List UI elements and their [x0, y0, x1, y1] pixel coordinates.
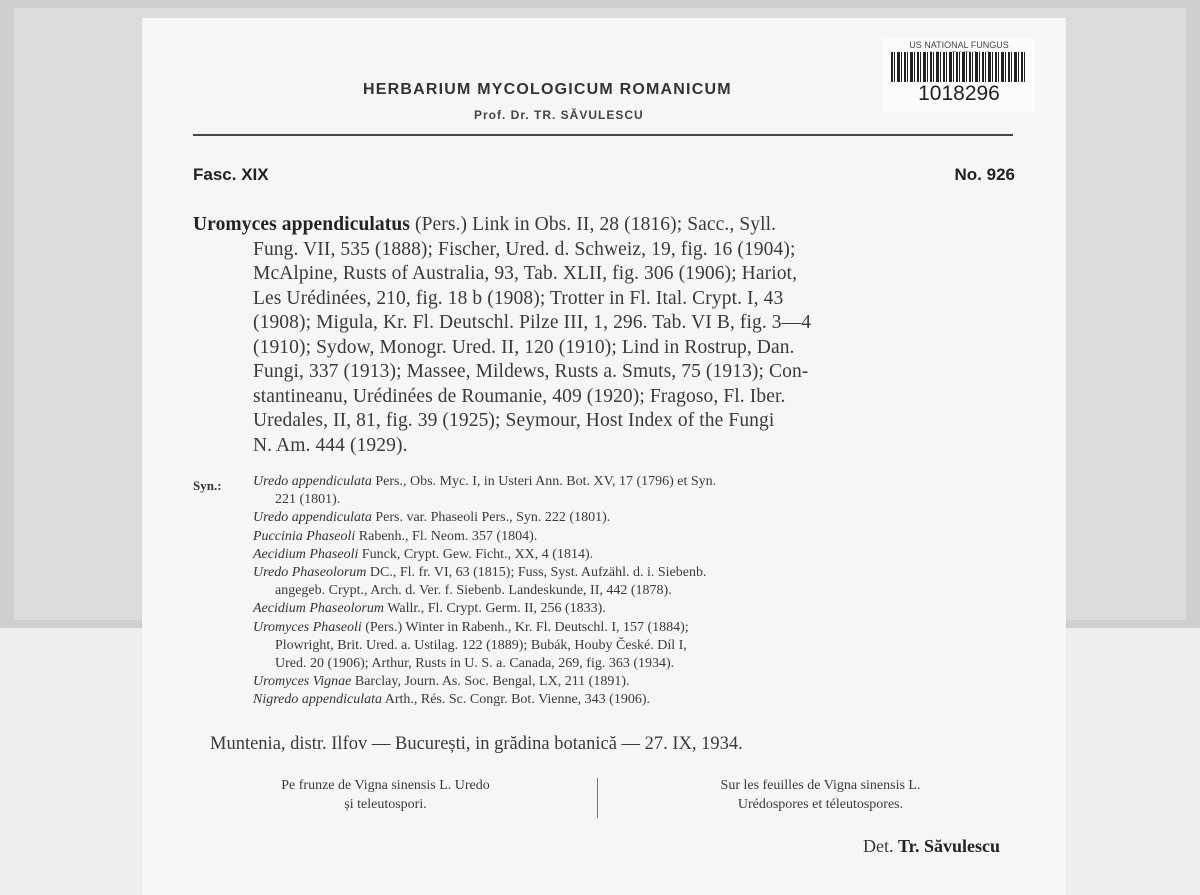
citation-line: Uromyces appendiculatus (Pers.) Link in Obs. II, 28 (1816); Sacc., Syll.: [193, 214, 777, 235]
barcode-icon: [891, 52, 1027, 82]
herbarium-subtitle: Prof. Dr. TR. SĂVULESCU: [474, 108, 644, 122]
synonym-line: angegeb. Crypt., Arch. d. Ver. f. Siebenb. Landeskunde, II, 442 (1878).: [275, 583, 672, 599]
citation-line: Fung. VII, 535 (1888); Fischer, Ured. d. Schweiz, 19, fig. 16 (1904);: [253, 238, 796, 260]
citation-line: Les Urédinées, 210, fig. 18 b (1908); Trotter in Fl. Ital. Crypt. I, 43: [253, 287, 784, 309]
exsiccata-number: No. 926: [954, 165, 1015, 184]
synonym-line: Uromyces Phaseoli (Pers.) Winter in Rabenh., Kr. Fl. Deutschl. I, 157 (1884);: [253, 619, 689, 635]
synonyms-list: [253, 473, 1015, 710]
synonym-line: Aecidium Phaseolorum Wallr., Fl. Crypt. Germ. II, 256 (1833).: [253, 601, 606, 617]
synonym-line: Ured. 20 (1906); Arthur, Rusts in U. S. a. Canada, 269, fig. 363 (1934).: [275, 656, 675, 672]
citation-line: Fungi, 337 (1913); Massee, Mildews, Rusts a. Smuts, 75 (1913); Con-: [253, 361, 809, 382]
determiner-name: Tr. Săvulescu: [897, 836, 1000, 856]
citation-line: Uredales, II, 81, fig. 39 (1925); Seymour, Host Index of the Fungi: [253, 410, 775, 431]
citation-line: (1908); Migula, Kr. Fl. Deutschl. Pilze III, 1, 296. Tab. VI B, fig. 3—4: [253, 312, 812, 333]
synonym-line: Uredo appendiculata Pers., Obs. Myc. I, in Usteri Ann. Bot. XV, 17 (1796) et Syn.: [253, 474, 717, 489]
species-name: Uromyces appendiculatus: [193, 214, 410, 235]
host-romanian: Pe frunze de Vigna sinensis L. Uredo și teleutospori.: [281, 778, 490, 812]
synonym-line: Aecidium Phaseoli Funck, Crypt. Gew. Ficht., XX, 4 (1814).: [253, 546, 594, 562]
header-divider: [193, 134, 1013, 136]
synonym-line: Uredo Phaseolorum DC., Fl. fr. VI, 63 (1815); Fuss, Syst. Aufzähl. d. i. Siebenb.: [253, 565, 707, 581]
synonyms-label: Syn.:: [193, 478, 222, 493]
barcode-label: [883, 38, 1035, 112]
barcode-header: US NATIONAL FUNGUS: [909, 40, 1009, 50]
citation-line: McAlpine, Rusts of Australia, 93, Tab. XLII, fig. 306 (1906); Hariot,: [253, 263, 798, 284]
synonym-line: Uromyces Vignae Barclay, Journ. As. Soc. Bengal, LX, 211 (1891).: [253, 674, 630, 690]
citation-line: (1910); Sydow, Monogr. Ured. II, 120 (1910); Lind in Rostrup, Dan.: [253, 336, 795, 358]
fascicle: Fasc. XIX: [193, 165, 269, 184]
species-citation: [193, 213, 1015, 458]
determiner: Det. Tr. Săvulescu: [862, 836, 1000, 856]
synonym-line: Plowright, Brit. Ured. a. Ustilag. 122 (1889); Bubák, Houby České. Díl I,: [275, 637, 687, 653]
synonym-line: Uredo appendiculata Pers. var. Phaseoli Pers., Syn. 222 (1801).: [253, 510, 611, 526]
barcode-number: 1018296: [918, 82, 1000, 105]
citation-line: N. Am. 444 (1929).: [253, 434, 408, 456]
synonym-line: Nigredo appendiculata Arth., Rés. Sc. Congr. Bot. Vienne, 343 (1906).: [253, 692, 650, 708]
host-french: Sur les feuilles de Vigna sinensis L. Urédospores et téleutospores.: [720, 778, 921, 812]
herbarium-title: HERBARIUM MYCOLOGICUM ROMANICUM: [363, 81, 732, 98]
synonym-line: Puccinia Phaseoli Rabenh., Fl. Neom. 357 (1804).: [253, 528, 538, 544]
locality: Muntenia, distr. Ilfov — București, in grădina botanică — 27. IX, 1934.: [210, 734, 743, 754]
host-divider: [597, 778, 598, 818]
synonym-line: 221 (1801).: [275, 492, 341, 508]
citation-line: stantineanu, Urédinées de Roumanie, 409 (1920); Fragoso, Fl. Iber.: [253, 385, 786, 407]
